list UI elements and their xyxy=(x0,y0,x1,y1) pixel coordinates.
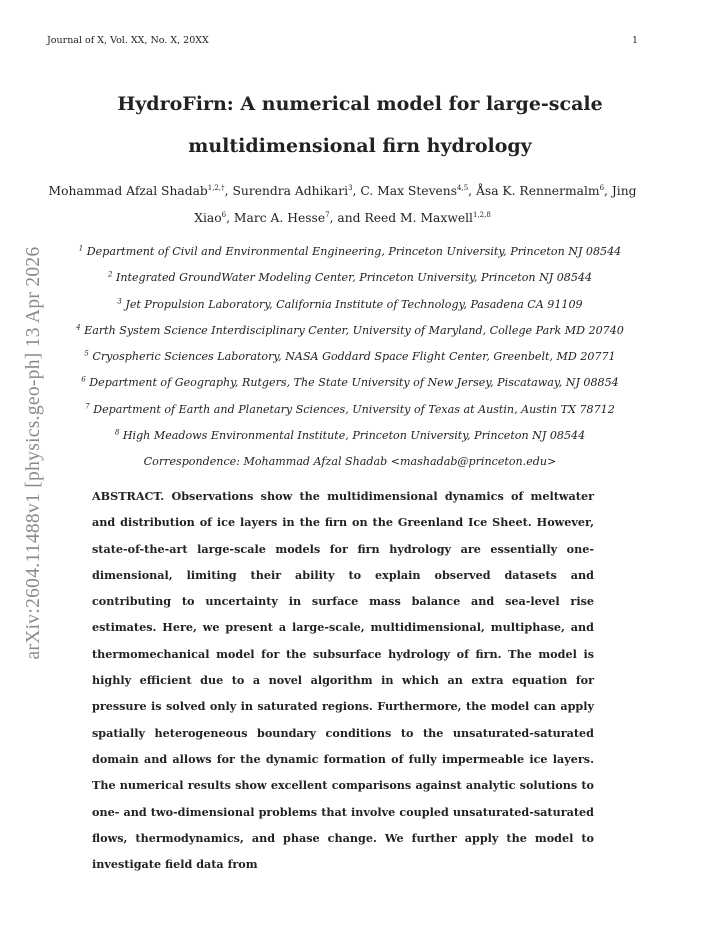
affiliation-text: High Meadows Environmental Institute, Princeton University, Princeton NJ 08544 xyxy=(122,429,586,443)
affiliation xyxy=(40,423,660,449)
author-affiliation-marks: 3 xyxy=(348,183,353,192)
affiliation-number: 8 xyxy=(114,428,120,437)
affiliation-text: Cryospheric Sciences Laboratory, NASA Goddard Space Flight Center, Greenbelt, MD 20771 xyxy=(92,350,616,364)
affiliation xyxy=(40,239,660,265)
author-affiliation-marks: 6 xyxy=(599,183,605,192)
affiliation xyxy=(40,265,660,291)
author-separator: , and xyxy=(329,211,365,225)
affiliation-text: Jet Propulsion Laboratory, California Institute of Technology, Pasadena CA 91109 xyxy=(125,297,583,311)
abstract xyxy=(92,483,594,877)
affiliation-text: Earth System Science Interdisciplinary Center, University of Maryland, College Park MD 20740 xyxy=(84,323,624,337)
affiliation-number: 1 xyxy=(78,244,84,253)
author-name: Reed M. Maxwell xyxy=(364,211,473,225)
affiliation-number: 4 xyxy=(76,323,81,332)
affiliation-number: 2 xyxy=(107,270,113,279)
affiliation-text: Department of Earth and Planetary Sciences, University of Texas at Austin, Austin TX 78712 xyxy=(93,402,615,416)
affiliation xyxy=(40,344,660,370)
title-line: multidimensional firn hydrology xyxy=(188,135,532,157)
affiliation-list xyxy=(40,239,660,476)
author-separator: , xyxy=(352,184,361,198)
affiliation-number: 6 xyxy=(81,375,86,384)
author-name: Mohammad Afzal Shadab xyxy=(48,184,208,198)
title-line: HydroFirn: A numerical model for large-scale xyxy=(117,93,603,115)
author-separator: , xyxy=(224,184,233,198)
page-number: 1 xyxy=(631,35,638,46)
author xyxy=(476,184,612,198)
author-name: Åsa K. Rennermalm xyxy=(476,184,600,198)
affiliation xyxy=(40,318,660,344)
author xyxy=(48,184,232,198)
arxiv-identifier[interactable]: arXiv:2604.11488v1 [physics.geo-ph] 13 Apr 2026 xyxy=(23,246,44,660)
author-separator: , xyxy=(468,184,476,198)
affiliation xyxy=(40,397,660,423)
author-affiliation-marks: 1,2,† xyxy=(207,183,225,192)
affiliation-number: 5 xyxy=(84,349,89,358)
author-name: Marc A. Hesse xyxy=(233,211,326,225)
author-list xyxy=(40,178,645,232)
running-header xyxy=(47,35,638,46)
author-affiliation-marks: 4,5 xyxy=(457,183,469,192)
author xyxy=(364,211,490,225)
journal-info: Journal of X, Vol. XX, No. X, 20XX xyxy=(47,35,209,46)
correspondence: Correspondence: Mohammad Afzal Shadab <mashadab@princeton.edu> xyxy=(143,455,557,469)
abstract-text: Observations show the multidimensional dynamics of meltwater and distribution of ice layers in the firn on the Greenland Ice Sheet. However, state-of-the-art large-scale models for firn hydrology are essentially one-dimensional, limiting their ability to explain observed datasets and contributing to uncertainty in surface mass balance and sea-level rise estimates. Here, we present a large-scale, multidimensional, multiphase, and thermomechanical model for the subsurface hydrology of firn. The model is highly efficient due to a novel algorithm in which an extra equation for pressure is solved only in saturated regions. Furthermore, the model can apply spatially heterogeneous boundary conditions to the unsaturated-saturated domain and allows for the dynamic formation of fully impermeable ice layers. The numerical results show excellent comparisons against analytic solutions to one- and two-dimensional problems that involve coupled unsaturated-saturated flows, thermodynamics, and phase change. We further apply the model to investigate field data from xyxy=(92,489,594,872)
author xyxy=(232,184,360,198)
author-affiliation-marks: 7 xyxy=(325,210,330,219)
affiliation-text: Integrated GroundWater Modeling Center, Princeton University, Princeton NJ 08544 xyxy=(115,271,593,285)
affiliation xyxy=(40,292,660,318)
author xyxy=(234,211,365,225)
paper-title xyxy=(30,83,690,167)
affiliation-text: Department of Civil and Environmental Engineering, Princeton University, Princeton NJ 08544 xyxy=(86,245,622,258)
author-separator: , xyxy=(604,184,612,198)
author-name: Jing Xiao xyxy=(194,184,637,225)
author-name: C. Max Stevens xyxy=(360,184,458,198)
author-affiliation-marks: 6 xyxy=(221,210,227,219)
affiliation-number: 7 xyxy=(85,402,90,411)
affiliation-text: Department of Geography, Rutgers, The State University of New Jersey, Piscataway, NJ 08854 xyxy=(89,376,619,390)
affiliation xyxy=(40,370,660,396)
author xyxy=(360,184,476,198)
abstract-label: ABSTRACT. xyxy=(92,489,165,503)
author-affiliation-marks: 1,2,8 xyxy=(472,210,491,219)
author-name: Surendra Adhikari xyxy=(232,184,349,198)
affiliation-number: 3 xyxy=(117,296,122,305)
author-separator: , xyxy=(226,211,234,225)
